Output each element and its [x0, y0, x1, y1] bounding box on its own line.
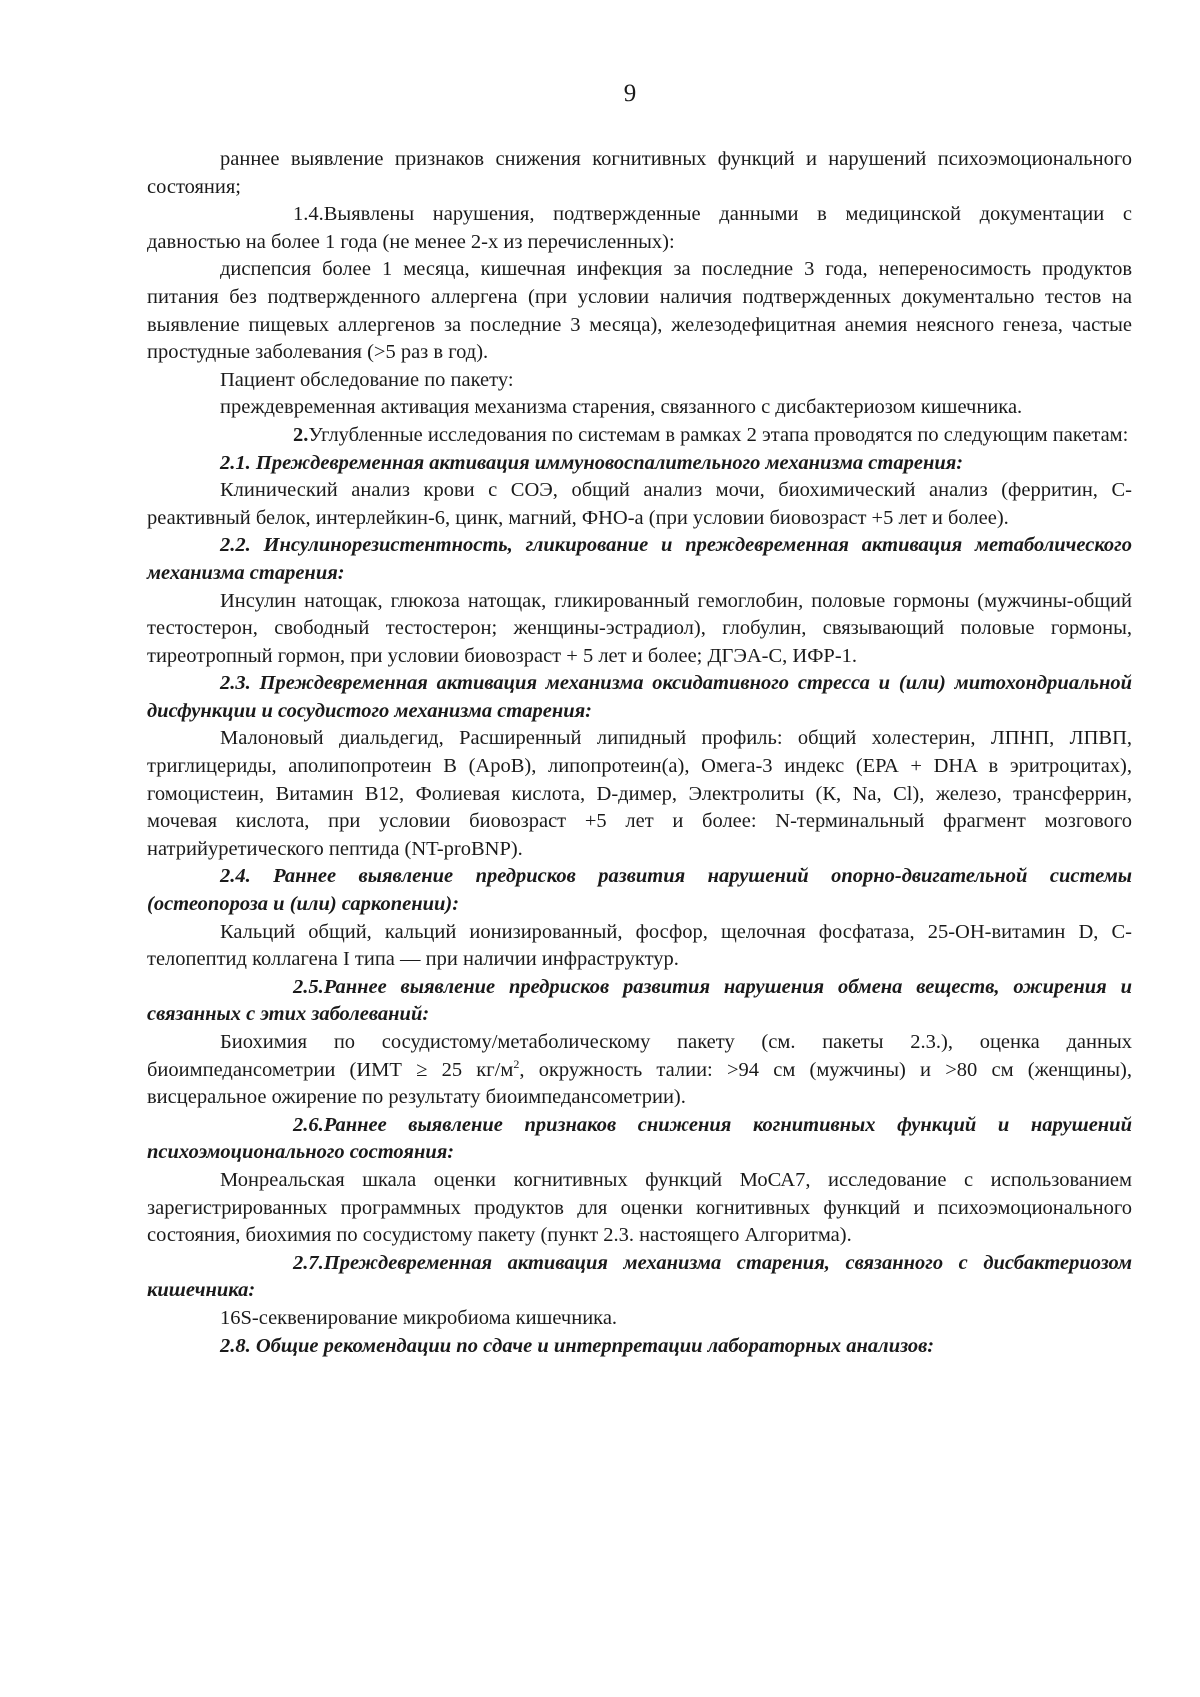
- heading-2-7: [147, 1250, 1132, 1305]
- paragraph-2-7: 16S-секвенирование микробиома кишечника.: [220, 1306, 618, 1329]
- paragraph-2-2: Инсулин натощак, глюкоза натощак, гликированный гемоглобин, половые гормоны (мужчины-общий тестостерон, свободный тестостерон; женщины-эстрадиол), глобулин, связывающий половые гормоны, тиреотропный гормон, при условии биовозраст + 5 лет и более; ДГЭА-С, ИФР-1.: [147, 589, 1132, 667]
- heading-2-1: 2.1. Преждевременная активация иммуновоспалительного механизма старения:: [220, 451, 964, 474]
- heading-2-2: 2.2. Инсулинорезистентность, гликирование и преждевременная активация метаболического механизма старения:: [147, 534, 1132, 584]
- item-number-2-7: 2.7.: [293, 1251, 324, 1274]
- heading-2-4: 2.4. Раннее выявление предрисков развития нарушений опорно-двигательной системы (остеопороза и (или) саркопении):: [147, 865, 1132, 916]
- paragraph-2-5-part-b: , окружность талии: >94 см (мужчины) и >80 см (женщины), висцеральное ожирение по результату биоимпедансометрии).: [147, 1058, 1132, 1109]
- superscript-2: 2: [513, 1056, 520, 1071]
- paragraph-1-4: [147, 201, 1132, 256]
- item-number-2-5: 2.5.: [293, 975, 324, 998]
- paragraph-2-1: Клинический анализ крови с СОЭ, общий анализ мочи, биохимический анализ (ферритин, С-реактивный белок, интерлейкин-6, цинк, магний, ФНО-а (при условии биовозраст +5 лет и более).: [147, 479, 1132, 529]
- paragraph-2-4: Кальций общий, кальций ионизированный, фосфор, щелочная фосфатаза, 25-ОН-витамин D, С-телопептид коллагена I типа — при наличии инфраструктур.: [147, 920, 1132, 971]
- item-number-2: 2.: [293, 423, 309, 446]
- heading-2-3: 2.3. Преждевременная активация механизма оксидативного стресса и (или) митохондриальной дисфункции и сосудистого механизма старения:: [147, 672, 1132, 722]
- heading-2-5-text: Раннее выявление предрисков развития нарушения обмена веществ, ожирения и связанных с этих заболеваний:: [147, 975, 1132, 1026]
- heading-2-6: [147, 1112, 1132, 1167]
- paragraph-dyspepsia-list: диспепсия более 1 месяца, кишечная инфекция за последние 3 года, непереносимость продуктов питания без подтвержденного аллергена (при условии наличия подтвержденных документально тестов на выявление пищевых аллергенов за последние 3 месяца), железодефицитная анемия неясного генеза, частые простудные заболевания (>5 раз в год).: [147, 258, 1132, 364]
- paragraph-2: [147, 422, 1132, 450]
- paragraph-1-4-text: Выявлены нарушения, подтвержденные данными в медицинской документации с давностью на более 1 года (не менее 2-х из перечисленных):: [147, 203, 1132, 253]
- heading-2-5: [147, 974, 1132, 1029]
- document-body: [147, 146, 1132, 1360]
- paragraph-2-3: Малоновый диальдегид, Расширенный липидный профиль: общий холестерин, ЛПНП, ЛПВП, триглицериды, аполипопротеин В (АроВ), липопротеин(а), Омега-3 индекс (ЕРА + DHA в эритроцитах), гомоцистеин, Витамин В12, Фолиевая кислота, D-димер, Электролиты (К, Na, Cl), железо, трансферрин, мочевая кислота, при условии биовозраст +5 лет и более: N-терминальный фрагмент мозгового натрийуретического пептида (NT-proBNP).: [147, 727, 1132, 860]
- paragraph-2-5: [147, 1029, 1132, 1112]
- item-number-1-4: 1.4.: [293, 203, 324, 226]
- paragraph-2-text: Углубленные исследования по системам в рамках 2 этапа проводятся по следующим пакетам:: [308, 423, 1129, 446]
- heading-2-8: 2.8. Общие рекомендации по сдаче и интерпретации лабораторных анализов:: [220, 1334, 935, 1357]
- heading-2-6-text: Раннее выявление признаков снижения когнитивных функций и нарушений психоэмоционального состояния:: [147, 1113, 1132, 1164]
- page-number: 9: [623, 80, 637, 107]
- paragraph-early-detection-cognitive: раннее выявление признаков снижения когнитивных функций и нарушений психоэмоционального состояния;: [147, 148, 1132, 198]
- paragraph-patient-package: Пациент обследование по пакету:: [220, 368, 514, 391]
- paragraph-2-6: Монреальская шкала оценки когнитивных функций МоСА7, исследование с использованием зарегистрированных программных продуктов для оценки когнитивных функций и психоэмоционального состояния, биохимия по сосудистому пакету (пункт 2.3. настоящего Алгоритма).: [147, 1168, 1132, 1247]
- paragraph-2-5-part-a: Биохимия по сосудистому/метаболическому пакету (см. пакеты 2.3.), оценка данных биоимпедансометрии (ИМТ ≥ 25 кг/м: [147, 1031, 1132, 1081]
- heading-2-7-text: Преждевременная активация механизма старения, связанного с дисбактериозом кишечника:: [147, 1251, 1132, 1302]
- item-number-2-6: 2.6.: [293, 1113, 324, 1136]
- paragraph-premature-aging-dysbacteriosis: преждевременная активация механизма старения, связанного с дисбактериозом кишечника.: [220, 396, 1023, 419]
